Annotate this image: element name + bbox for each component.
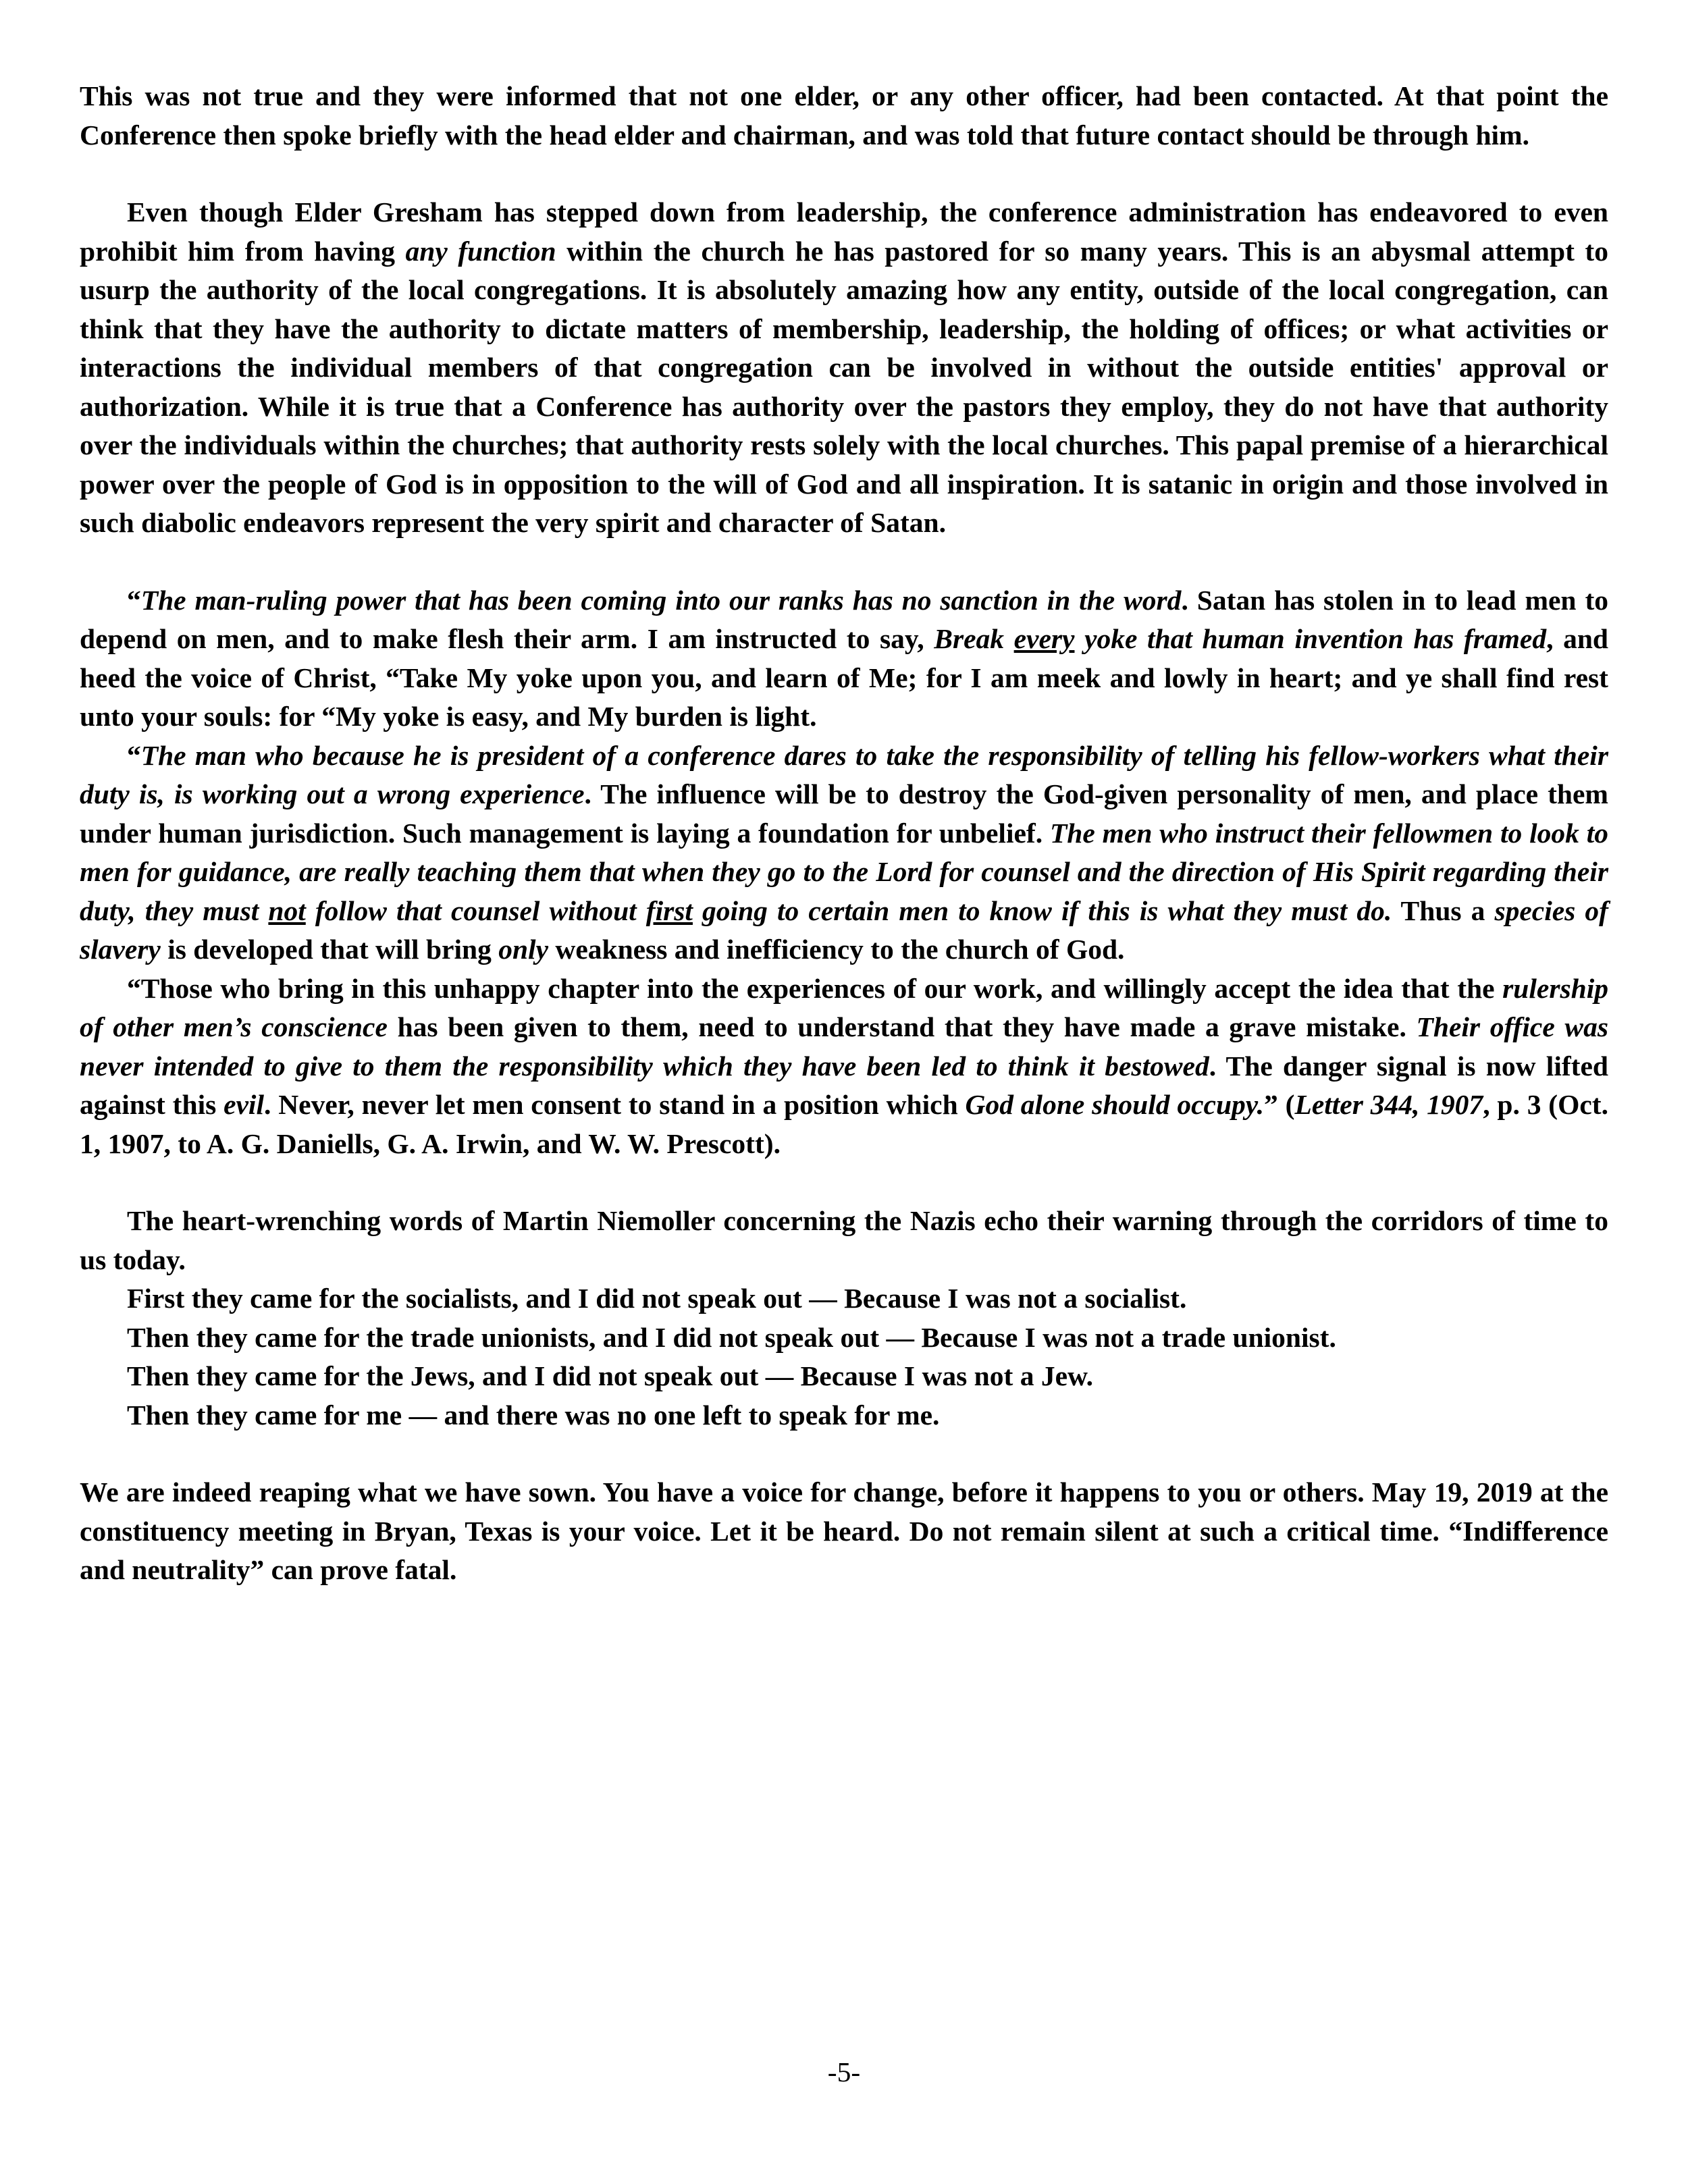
poem-line-2: Then they came for the trade unionists, and I did not speak out — Because I was not a trade unionist.	[127, 1321, 1336, 1353]
italic-run: any function	[405, 235, 556, 267]
text-run: , and heed the voice of Christ, “Take My yoke upon you, and learn of Me; for I am meek and lowly in heart; and ye shall find rest unto your souls: for “My yoke is easy, and My burden is light.	[80, 623, 1608, 732]
italic-run: The man who because he is president of a conference dares to take the responsibility of telling his fellow-workers what their duty is, is working out a wrong experience	[80, 739, 1608, 809]
underlined-italic-run: not	[268, 895, 306, 926]
italic-run: Their office was never intended to give to them the responsibility which they have been led to think it bestowed	[80, 1011, 1609, 1082]
text-run: Even though Elder Gresham has stepped down from leadership, the conference administration has endeavored to even prohibit him from having	[80, 196, 1608, 267]
poem-line-1: First they came for the socialists, and I did not speak out — Because I was not a socialist.	[127, 1283, 1187, 1314]
italic-run: yoke that human invention has framed	[1074, 623, 1547, 654]
text-run: within the church he has pastored for so many years. This is an abysmal attempt to usurp the authority of the local congregations. It is absolutely amazing how any entity, outside of the local congregation, can think that they have the authority to dictate matters of membership, leadership, the holding of offices; or what activities or interactions the individual members of that congregation can be involved in without the outside entities' approval or authorization. While it is true that a Conference has authority over the pastors they employ, they do not have that authority over the individuals within the churches; that authority rests solely with the local churches. This papal premise of a hierarchical power over the people of God is in opposition to the will of God and all inspiration. It is satanic in origin and those involved in such diabolic endeavors represent the very spirit and character of Satan.	[80, 235, 1608, 538]
text-run: has been given to them, need to understand that they have made a grave mistake.	[387, 1011, 1417, 1042]
text-run: This was not true and they were informed that not one elder, or any other officer, had been contacted. At that point the Conference then spoke briefly with the head elder and chairman, and was told that future contact should be through him.	[80, 80, 1608, 151]
poem-line-3: Then they came for the Jews, and I did not speak out — Because I was not a Jew.	[127, 1360, 1094, 1391]
italic-run: only	[498, 934, 548, 965]
text-run: Thus a	[1392, 895, 1495, 926]
italic-run: follow that counsel without	[305, 895, 646, 926]
italic-run: going to certain men to know if this is what they must do.	[692, 895, 1392, 926]
paragraph-conference-contact	[80, 77, 1608, 155]
paragraph-quote-rulership	[80, 969, 1608, 1164]
italic-run: Break	[934, 623, 1014, 654]
text-run: The heart-wrenching words of Martin Niemoller concerning the Nazis echo their warning through the corridors of time to us today.	[80, 1205, 1608, 1275]
text-run: is developed that will bring	[160, 934, 499, 965]
italic-run: The men who instruct their fellowmen to look to men for guidance, are really teaching them that when they go to the Lord for counsel and the direction of His Spirit regarding their duty, they must	[80, 817, 1609, 926]
text-run: . The influence will be to destroy the God-given personality of men, and place them under human jurisdiction. Such management is laying a foundation for unbelief.	[80, 778, 1608, 849]
paragraph-quote-man-ruling-power	[80, 581, 1608, 737]
italic-run: Letter 344, 1907	[1294, 1089, 1483, 1120]
paragraph-elder-gresham	[80, 193, 1608, 543]
text-run: . Satan has stolen in to lead men to depend on men, and to make flesh their arm. I am instructed to say,	[80, 584, 1609, 654]
text-run: weakness and inefficiency to the church of God.	[548, 934, 1125, 965]
italic-run: species of slavery	[80, 895, 1608, 965]
text-run: ” (	[1264, 1089, 1295, 1120]
underlined-italic-run: first	[645, 895, 693, 926]
text-run: . Never, never let men consent to stand in a position which	[264, 1089, 966, 1120]
underlined-italic-run: every	[1013, 623, 1075, 654]
text-run: , p. 3 (Oct. 1, 1907, to A. G. Daniells, G. A. Irwin, and W. W. Prescott).	[80, 1089, 1609, 1159]
text-run: “Those who bring in this unhappy chapter into the experiences of our work, and willingly accept the idea that the	[127, 972, 1503, 1004]
poem-line-4: Then they came for me — and there was no one left to speak for me.	[127, 1399, 940, 1431]
paragraph-quote-conference-president	[80, 737, 1608, 969]
paragraph-call-to-action	[80, 1473, 1608, 1590]
italic-run: evil	[223, 1089, 264, 1120]
text-run: We are indeed reaping what we have sown. You have a voice for change, before it happens to you or others. May 19, 2019 at the constituency meeting in Bryan, Texas is your voice. Let it be heard. Do not remain silent at such a critical time. “Indifference and neutrality” can prove fatal.	[80, 1476, 1608, 1585]
italic-run: rulership of other men’s conscience	[80, 972, 1608, 1042]
text-run: . The danger signal is now lifted against this	[80, 1050, 1608, 1120]
page-number: -5-	[827, 2056, 861, 2087]
paragraph-niemoller-intro	[80, 1202, 1608, 1279]
italic-run: God alone should occupy.	[965, 1089, 1265, 1120]
italic-run: The man-ruling power that has been coming into our ranks has no sanction in the word	[140, 584, 1182, 616]
text-run: “	[127, 584, 141, 616]
text-run: “	[127, 739, 141, 771]
document-body	[80, 77, 1608, 1590]
